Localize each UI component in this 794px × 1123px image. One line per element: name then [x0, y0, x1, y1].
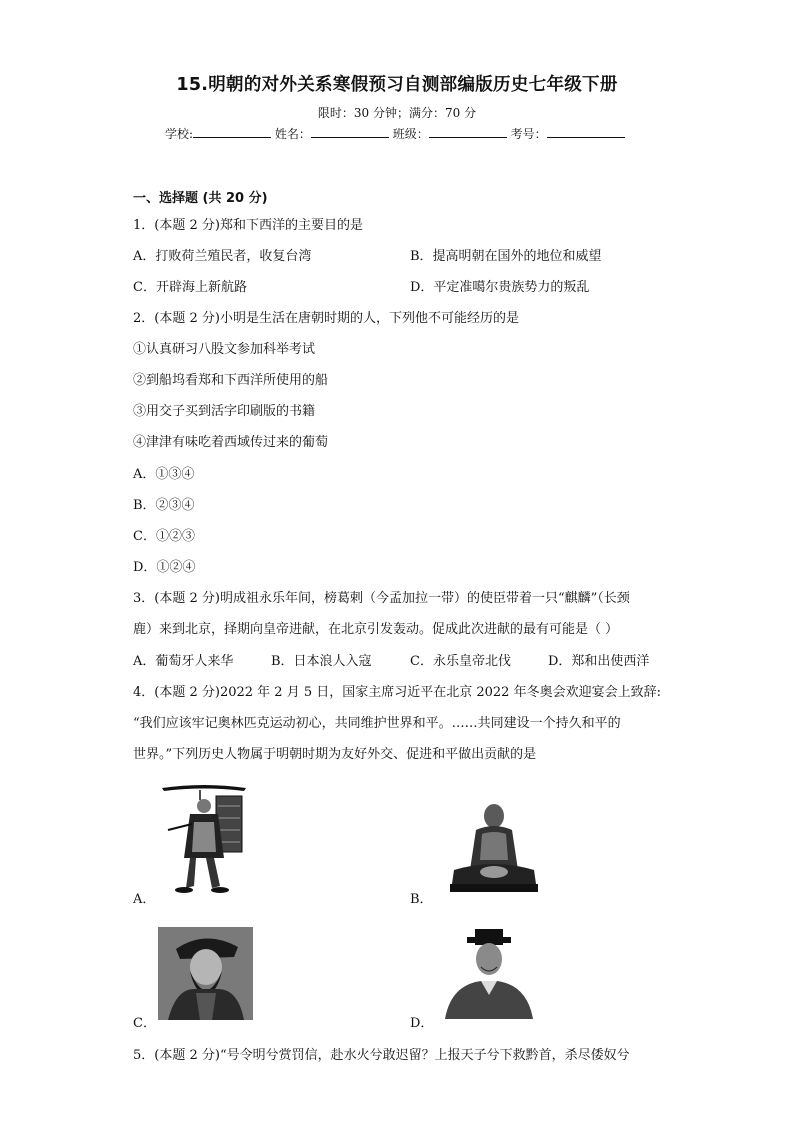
q2-option-d[interactable]: D．①②④: [133, 560, 196, 575]
student-info-fields: [165, 124, 625, 142]
q1-option-c[interactable]: C．开辟海上新航路: [133, 280, 247, 295]
q3-option-b[interactable]: B．日本浪人入寇: [271, 654, 372, 669]
q4-option-a[interactable]: A．: [133, 892, 156, 907]
q2-option-b[interactable]: B．②③④: [133, 498, 195, 513]
name-label: 姓名：: [274, 127, 311, 141]
q3-option-a[interactable]: A．葡萄牙人来华: [133, 654, 234, 669]
q5-stem-line-1: 5．(本题 2 分)“号令明兮赏罚信，赴水火兮敢迟留？上报天子兮下救黔首，杀尽倭奴兮: [133, 1048, 630, 1063]
time-score-info: 限时：30 分钟；满分：70 分: [317, 106, 477, 120]
q2-statement-1: ①认真研习八股文参加科举考试: [133, 342, 316, 357]
monk-statue-image: [446, 800, 542, 896]
number-label: 考号：: [510, 127, 547, 141]
name-blank[interactable]: [311, 124, 389, 138]
page-title: 15.明朝的对外关系寒假预习自测部编版历史七年级下册: [176, 75, 618, 95]
q4-stem-line-2: “我们应该牢记奥林匹克运动初心，共同维护世界和平。……共同建设一个持久和平的: [133, 716, 621, 731]
school-label: 学校:: [165, 127, 194, 141]
number-blank[interactable]: [547, 124, 625, 138]
q1-option-d[interactable]: D．平定准噶尔贵族势力的叛乱: [410, 280, 590, 295]
q2-option-a[interactable]: A．①③④: [133, 467, 195, 482]
q2-statement-2: ②到船坞看郑和下西洋所使用的船: [133, 373, 329, 388]
class-label: 班级：: [392, 127, 429, 141]
q2-option-c[interactable]: C．①②③: [133, 529, 195, 544]
q3-stem-line-2: 鹿）来到北京，择期向皇帝进献，在北京引发轰动。促成此次进献的最有可能是（ ）: [133, 622, 619, 637]
q3-option-c[interactable]: C．永乐皇帝北伐: [410, 654, 511, 669]
traveler-figure-image: [160, 782, 248, 898]
q3-option-d[interactable]: D．郑和出使西洋: [548, 654, 650, 669]
ming-official-portrait-image: [441, 929, 537, 1021]
q4-option-d[interactable]: D．: [410, 1016, 434, 1031]
q2-statement-4: ④津津有味吃着西域传过来的葡萄: [133, 435, 329, 450]
q1-stem: 1．(本题 2 分)郑和下西洋的主要目的是: [133, 218, 363, 233]
q3-stem-line-1: 3．(本题 2 分)明成祖永乐年间，榜葛剌（今孟加拉一带）的使臣带着一只“麒麟”（长颈: [133, 591, 630, 606]
school-blank[interactable]: [193, 124, 271, 138]
q2-stem: 2．(本题 2 分)小明是生活在唐朝时期的人，下列他不可能经历的是: [133, 311, 519, 326]
class-blank[interactable]: [429, 124, 507, 138]
section-heading: 一、选择题 (共 20 分): [133, 191, 268, 206]
q4-stem-line-1: 4．(本题 2 分)2022 年 2 月 5 日，国家主席习近平在北京 2022 年冬奥会欢迎宴会上致辞:: [133, 685, 661, 700]
q1-option-b[interactable]: B．提高明朝在国外的地位和威望: [410, 249, 602, 264]
bearded-man-portrait-image: [158, 927, 253, 1020]
q2-statement-3: ③用交子买到活字印刷版的书籍: [133, 404, 316, 419]
q1-option-a[interactable]: A．打败荷兰殖民者，收复台湾: [133, 249, 312, 264]
q4-option-b[interactable]: B．: [410, 892, 433, 907]
q4-option-c[interactable]: C．: [133, 1016, 156, 1031]
q4-stem-line-3: 世界。”下列历史人物属于明朝时期为友好外交、促进和平做出贡献的是: [133, 747, 537, 762]
